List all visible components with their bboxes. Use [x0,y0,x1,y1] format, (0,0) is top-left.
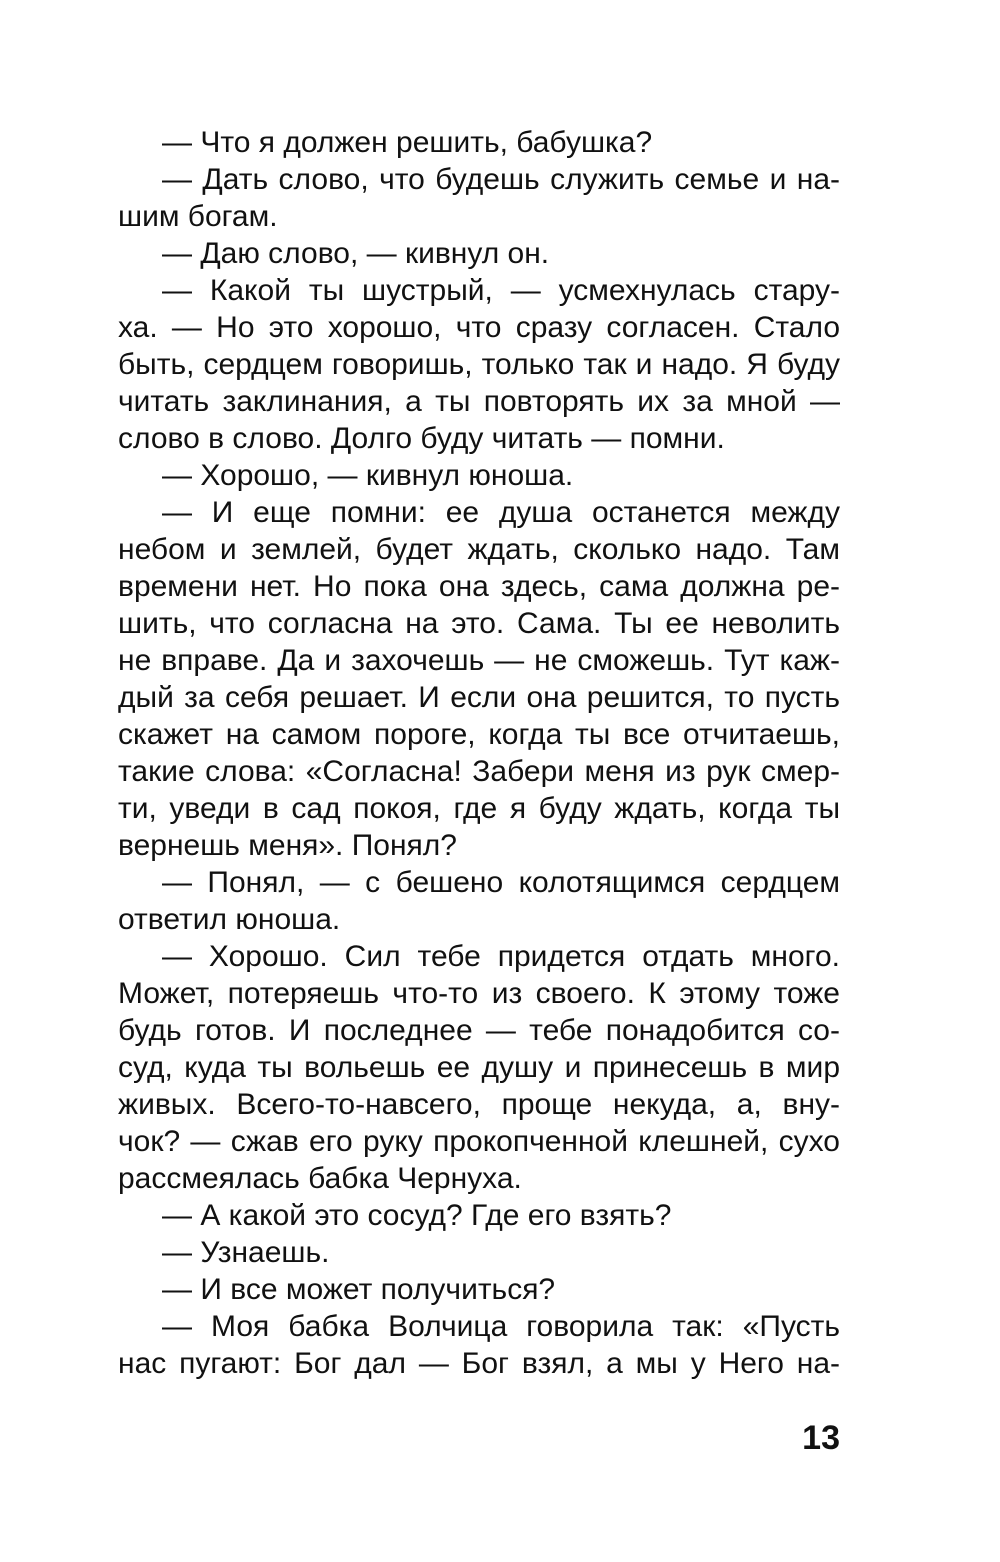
text-line: — Узнаешь. [162,1236,330,1269]
text-line: Может, потеряешь что-то из своего. К этому тоже [118,977,840,1010]
text-line: слово в слово. Долго буду читать — помни. [118,422,725,455]
page-number: 13 [802,1419,840,1457]
text-line: суд, куда ты вольешь ее душу и принесешь в мир [118,1051,840,1084]
text-line: — И еще помни: ее душа останется между [162,496,840,529]
text-line: шить, что согласна на это. Сама. Ты ее неволить [118,607,840,640]
text-line: рассмеялась бабка Чернуха. [118,1162,522,1195]
text-line: ха. — Но это хорошо, что сразу согласен. Стало [118,311,840,344]
text-line: — Какой ты шустрый, — усмехнулась стару- [162,274,840,307]
text-line: дый за себя решает. И если она решится, то пусть [118,681,840,714]
text-line: шим богам. [118,200,278,233]
text-line: будь готов. И последнее — тебе понадобится со- [118,1014,840,1047]
text-line: нас пугают: Бог дал — Бог взял, а мы у Него на- [118,1347,840,1380]
text-line: быть, сердцем говоришь, только так и надо. Я буду [118,348,840,381]
text-line: — Хорошо, — кивнул юноша. [162,459,574,492]
body-text [118,124,840,1382]
text-line: вернешь меня». Понял? [118,829,457,862]
text-line: — А какой это сосуд? Где его взять? [162,1199,672,1232]
text-line: — Даю слово, — кивнул он. [162,237,550,270]
text-line: читать заклинания, а ты повторять их за мной — [118,385,840,418]
text-line: чок? — сжав его руку прокопченной клешней, сухо [118,1125,840,1158]
text-line: — Хорошо. Сил тебе придется отдать много. [162,940,840,973]
text-line: скажет на самом пороге, когда ты все отчитаешь, [118,718,840,751]
text-line: живых. Всего-то-навсего, проще некуда, а, вну- [118,1088,840,1121]
text-line: небом и землей, будет ждать, сколько надо. Там [118,533,840,566]
text-line: не вправе. Да и захочешь — не сможешь. Тут каж- [118,644,840,677]
text-line: времени нет. Но пока она здесь, сама должна ре- [118,570,840,603]
text-line: — Что я должен решить, бабушка? [162,126,653,159]
text-line: — Понял, — с бешено колотящимся сердцем [162,866,840,899]
text-line: такие слова: «Согласна! Забери меня из рук смер- [118,755,840,788]
text-line: ти, уведи в сад покоя, где я буду ждать, когда ты [118,792,840,825]
text-line: — Дать слово, что будешь служить семье и на- [162,163,840,196]
text-line: — И все может получиться? [162,1273,556,1306]
text-line: ответил юноша. [118,903,341,936]
text-line: — Моя бабка Волчица говорила так: «Пусть [162,1310,840,1343]
